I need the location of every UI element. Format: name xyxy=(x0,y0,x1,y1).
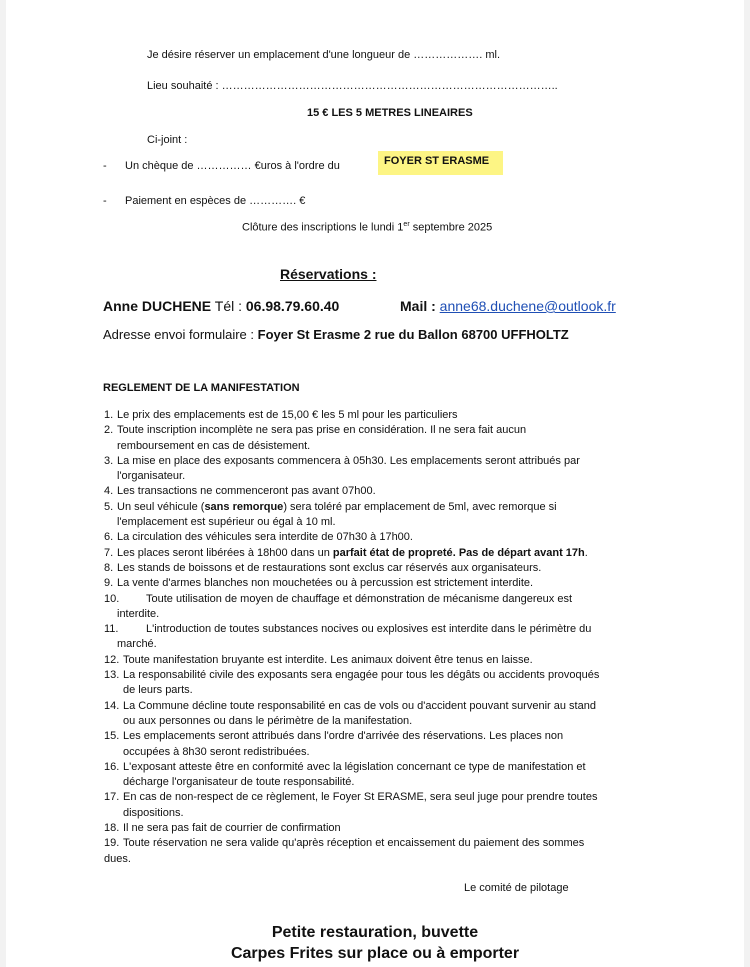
contact-name: Anne DUCHENE xyxy=(103,298,212,314)
rule-item: 11. L'introduction de toutes substances nocives ou explosives est interdite dans le périmètre du marché. xyxy=(104,623,592,651)
tel-number: 06.98.79.60.40 xyxy=(245,298,340,314)
rule-item: 14. La Commune décline toute responsabilité en cas de vols ou d'accident pouvant survenir au stand ou aux personnes ou dans le périmètre de la manifestation. xyxy=(104,699,596,727)
tel-label: Tél : xyxy=(211,298,246,314)
rules-heading: REGLEMENT DE LA MANIFESTATION xyxy=(103,382,300,394)
place-field-line: Lieu souhaité : ……………………………………………………………………………….. xyxy=(147,80,558,92)
mail-line xyxy=(400,298,616,314)
rule-item: 12. Toute manifestation bruyante est interdite. Les animaux doivent être tenus en laisse. xyxy=(104,653,533,666)
rule-item: 17. En cas de non-respect de ce règlement, le Foyer St ERASME, sera seul juge pour prendre toutes dispositions. xyxy=(104,791,598,819)
payee-highlight xyxy=(378,155,503,167)
signature: Le comité de pilotage xyxy=(464,882,569,894)
contact-line xyxy=(103,298,339,314)
rule-item: 5. Un seul véhicule (sans remorque) sera toléré par emplacement de 5ml, avec remorque si l'emplacement est supérieur ou égal à 10 ml. xyxy=(104,500,557,529)
reservations-heading: Réservations : xyxy=(280,266,377,282)
footer-line-1: Petite restauration, buvette xyxy=(271,924,479,941)
rules-list xyxy=(104,408,644,867)
rule-item: 8. Les stands de boissons et de restaurations sont exclus car réservés aux organisateurs. xyxy=(104,561,542,574)
rule-item: 6. La circulation des véhicules sera interdite de 07h30 à 17h00. xyxy=(104,531,413,544)
rule-item: 16. L'exposant atteste être en conformité avec la législation concernant ce type de manifestation et décharge l'organisateur de toute responsabilité. xyxy=(104,760,586,789)
payee-name: FOYER ST ERASME xyxy=(378,151,503,175)
rule-item: 3. La mise en place des exposants commencera à 05h30. Les emplacements seront attribués par l'organisateur. xyxy=(104,454,580,483)
rule-item: 1. Le prix des emplacements est de 15,00 € les 5 ml pour les particuliers xyxy=(104,409,458,421)
rule-item: 18. Il ne sera pas fait de courrier de confirmation xyxy=(104,822,341,835)
price-line: 15 € LES 5 METRES LINEAIRES xyxy=(307,107,473,119)
cheque-line: Un chèque de …………… €uros à l'ordre du xyxy=(125,160,340,172)
rule-item: 2. Toute inscription incomplète ne sera pas prise en considération. Il ne sera fait aucun remboursement en cas de désistement. xyxy=(104,424,527,452)
bullet-dash: - xyxy=(103,160,107,172)
rule-item: 15. Les emplacements seront attribués dans l'ordre d'arrivée des réservations. Les places non occupées à 8h30 seront redistribuées. xyxy=(104,730,564,758)
rule-item: 10. Toute utilisation de moyen de chauffage et démonstration de mécanisme dangereux est interdite. xyxy=(104,592,573,620)
rule-item: 19. Toute réservation ne sera valide qu'après réception et encaissement du paiement des sommes dues. xyxy=(104,837,585,865)
cash-line: Paiement en espèces de …………. € xyxy=(125,195,306,207)
length-field-line: Je désire réserver un emplacement d'une longueur de ………………. ml. xyxy=(147,49,501,61)
email-link[interactable]: anne68.duchene@outlook.fr xyxy=(439,298,616,314)
address-value: Foyer St Erasme 2 rue du Ballon 68700 UFFHOLTZ xyxy=(257,327,569,342)
rule-item: 4. Les transactions ne commenceront pas avant 07h00. xyxy=(104,485,376,498)
closing-date-line: Clôture des inscriptions le lundi 1er septembre 2025 xyxy=(242,221,493,234)
footer-line-2: Carpes Frites sur place ou à emporter xyxy=(230,945,520,962)
rule-item: 9. La vente d'armes blanches non mouchetées ou à percussion est strictement interdite. xyxy=(104,577,534,590)
attached-label: Ci-joint : xyxy=(147,134,188,146)
address-label: Adresse envoi formulaire : xyxy=(103,327,258,342)
address-line xyxy=(103,327,569,342)
bullet-dash: - xyxy=(103,195,107,207)
rule-item: 7. Les places seront libérées à 18h00 dans un parfait état de propreté. Pas de départ avant 17h. xyxy=(104,546,588,559)
rule-item: 13. La responsabilité civile des exposants sera engagée pour tous les dégâts ou accidents provoqués de leurs parts. xyxy=(104,669,600,697)
mail-label: Mail : xyxy=(400,298,440,314)
